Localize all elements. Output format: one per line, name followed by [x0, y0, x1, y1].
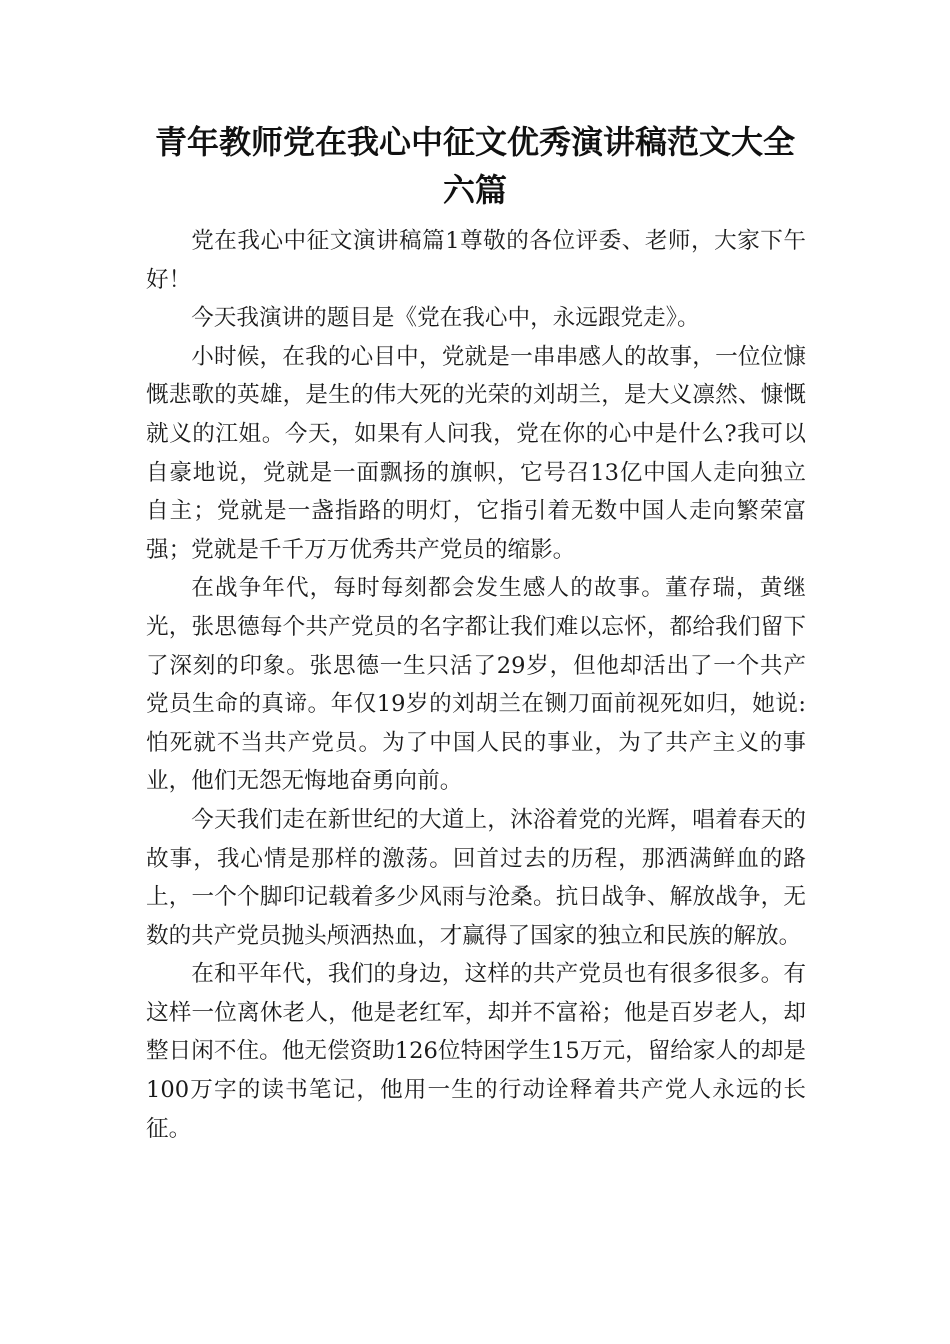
document-title: 青年教师党在我心中征文优秀演讲稿范文大全六篇	[154, 123, 795, 209]
paragraph-2: 今天我演讲的题目是《党在我心中，永远跟党走》。	[191, 305, 700, 332]
paragraph-6: 在和平年代，我们的身边，这样的共产党员也有很多很多。有这样一位离休老人，他是老红军，却并不富裕；他是百岁老人，却整日闲不住。他无偿资助126位特困学生15万元，留给家人的却是100万字的读书笔记，他用一生的行动诠释着共产党人永远的长征。	[146, 961, 806, 1142]
paragraph-3: 小时候，在我的心目中，党就是一串串感人的故事，一位位慷慨悲歌的英雄，是生的伟大死的光荣的刘胡兰，是大义凛然、慷慨就义的江姐。今天，如果有人问我，党在你的心中是什么?我可以自豪地说，党就是一面飘扬的旗帜，它号召13亿中国人走向独立自主；党就是一盏指路的明灯，它指引着无数中国人走向繁荣富强；党就是千千万万优秀共产党员的缩影。	[146, 343, 806, 563]
paragraph-1: 党在我心中征文演讲稿篇1尊敬的各位评委、老师，大家下午好！	[146, 228, 806, 293]
document-body	[146, 222, 806, 1148]
paragraph-4: 在战争年代，每时每刻都会发生感人的故事。董存瑞，黄继光，张思德每个共产党员的名字都让我们难以忘怀，都给我们留下了深刻的印象。张思德一生只活了29岁，但他却活出了一个共产党员生命的真谛。年仅19岁的刘胡兰在铡刀面前视死如归，她说:怕死就不当共产党员。为了中国人民的事业，为了共产主义的事业，他们无怨无悔地奋勇向前。	[146, 575, 806, 795]
paragraph-5: 今天我们走在新世纪的大道上，沐浴着党的光辉，唱着春天的故事，我心情是那样的激荡。回首过去的历程，那洒满鲜血的路上，一个个脚印记载着多少风雨与沧桑。抗日战争、解放战争，无数的共产党员抛头颅洒热血，才赢得了国家的独立和民族的解放。	[146, 806, 806, 949]
